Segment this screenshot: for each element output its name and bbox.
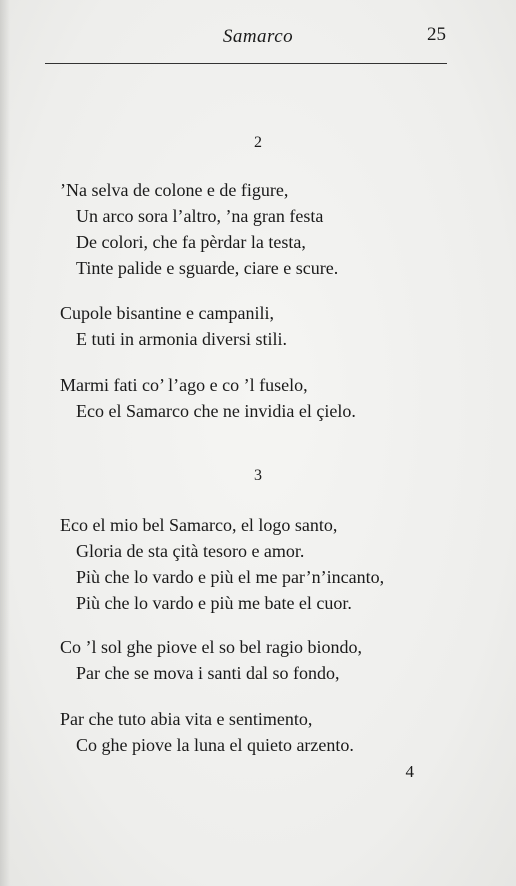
stanza-2-2: [60, 300, 287, 352]
verse-line: Più che lo vardo e più me bate el cuor.: [76, 593, 352, 613]
verse-line: E tuti in armonia diversi stili.: [76, 329, 287, 349]
verse-line: Eco el mio bel Samarco, el logo santo,: [60, 515, 338, 535]
verse-line: ’Na selva de colone e de figure,: [60, 180, 289, 200]
verse-line: Par che tuto abia vita e sentimento,: [60, 709, 313, 729]
section-number-3: 3: [254, 467, 262, 484]
verse-line: Gloria de sta çità tesoro e amor.: [76, 541, 305, 561]
verse-line: De colori, che fa pèrdar la testa,: [76, 232, 306, 252]
verse-line: Marmi fati co’ l’ago e co ’l fuselo,: [60, 375, 308, 395]
stanza-3-2: [60, 634, 362, 686]
section-number-2: 2: [254, 134, 262, 151]
verse-line: Co ’l sol ghe piove el so bel ragio biondo,: [60, 637, 362, 657]
verse-line: Tinte palide e sguarde, ciare e scure.: [76, 258, 339, 278]
verse-line: Cupole bisantine e campanili,: [60, 303, 274, 323]
stanza-3-3: [60, 706, 354, 758]
verse-line: Un arco sora l’altro, ’na gran festa: [76, 206, 324, 226]
header-rule: [45, 63, 447, 64]
page-edge-shadow: [0, 0, 10, 886]
verse-line: Co ghe piove la luna el quieto arzento.: [76, 735, 354, 755]
verse-line: Eco el Samarco che ne invidia el çielo.: [76, 401, 356, 421]
verse-line: Più che lo vardo e più el me par’n’incanto,: [76, 567, 385, 587]
verse-line: Par che se mova i santi dal so fondo,: [76, 663, 340, 683]
page-number: 25: [427, 24, 446, 45]
stanza-2-1: [60, 177, 338, 281]
running-title: Samarco: [222, 26, 294, 47]
stanza-3-1: [60, 512, 384, 616]
stanza-2-3: [60, 372, 356, 424]
signature-mark: 4: [405, 762, 414, 781]
